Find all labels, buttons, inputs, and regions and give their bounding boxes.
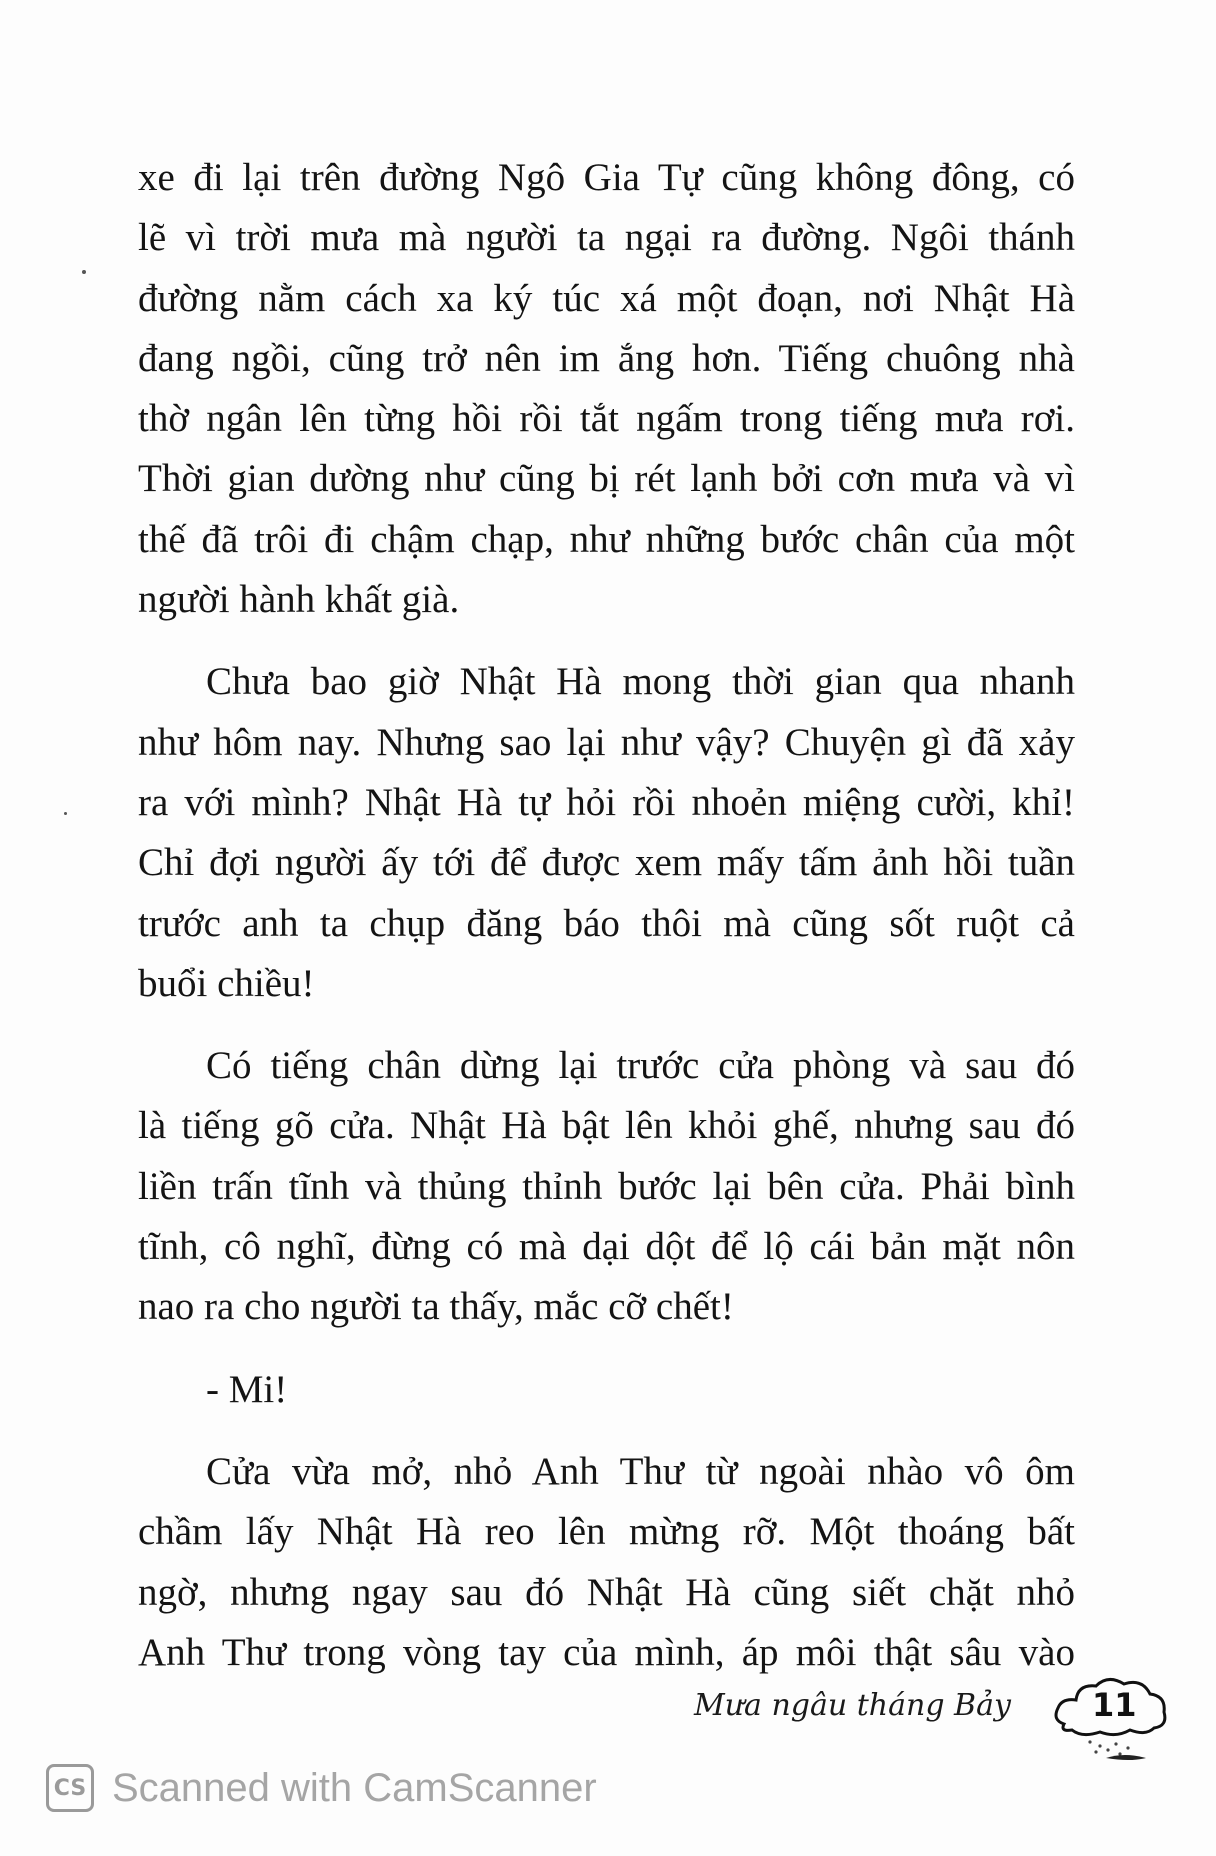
watermark-text: Scanned with CamScanner (112, 1765, 597, 1810)
paragraph-gap (138, 1420, 1075, 1442)
paragraph (138, 1442, 1075, 1683)
text-line: Chưa bao giờ Nhật Hà mong thời gian qua nhanh (206, 660, 1075, 704)
text-line: nao ra cho người ta thấy, mắc cỡ chết! (138, 1285, 734, 1329)
paragraph (138, 148, 1075, 630)
paragraph-gap (138, 1014, 1075, 1036)
text-line: đang ngồi, cũng trở nên im ắng hơn. Tiếng chuông nhà (138, 336, 1075, 380)
text-line: tĩnh, cô nghĩ, đừng có mà dại dột để lộ cái bản mặt nôn (138, 1225, 1075, 1269)
text-line: lẽ vì trời mưa mà người ta ngại ra đường. Ngôi thánh (138, 216, 1075, 260)
text-line: Anh Thư trong vòng tay của mình, áp môi thật sâu vào (138, 1630, 1075, 1674)
scan-speck (82, 270, 86, 274)
book-title: Mưa ngâu tháng Bảy (694, 1688, 1011, 1723)
text-line: chầm lấy Nhật Hà reo lên mừng rỡ. Một thoáng bất (138, 1510, 1075, 1554)
text-line: trước anh ta chụp đăng báo thôi mà cũng sốt ruột cả (138, 901, 1075, 945)
paragraph-gap (138, 1338, 1075, 1360)
page-number: 11 (1092, 1686, 1137, 1724)
text-line: thờ ngân lên từng hồi rồi tắt ngấm trong tiếng mưa rơi. (138, 397, 1075, 441)
text-line: liền trấn tĩnh và thủng thỉnh bước lại bên cửa. Phải bình (138, 1164, 1075, 1208)
scan-speck (64, 812, 67, 815)
body-text (138, 148, 1075, 1683)
camscanner-logo: CS (46, 1764, 94, 1812)
text-line: Thời gian dường như cũng bị rét lạnh bởi cơn mưa và vì (138, 457, 1075, 501)
paragraph (138, 1036, 1075, 1337)
text-line: ra với mình? Nhật Hà tự hỏi rồi nhoẻn miệng cười, khỉ! (138, 780, 1075, 824)
text-line: buổi chiều! (138, 961, 315, 1005)
text-line: đường nằm cách xa ký túc xá một đoạn, nơi Nhật Hà (138, 276, 1075, 320)
text-line: Chỉ đợi người ấy tới để được xem mấy tấm ảnh hồi tuần (138, 841, 1075, 885)
camscanner-watermark (46, 1764, 597, 1812)
text-line: thế đã trôi đi chậm chạp, như những bước chân của một (138, 517, 1075, 561)
text-line: ngờ, nhưng ngay sau đó Nhật Hà cũng siết chặt nhỏ (138, 1570, 1075, 1614)
text-line: như hôm nay. Nhưng sao lại như vậy? Chuyện gì đã xảy (138, 720, 1075, 764)
text-line: là tiếng gõ cửa. Nhật Hà bật lên khỏi ghế, nhưng sau đó (138, 1104, 1075, 1148)
text-line: Có tiếng chân dừng lại trước cửa phòng và sau đó (206, 1044, 1075, 1088)
paragraph (138, 1360, 1075, 1420)
text-line: - Mi! (206, 1367, 288, 1411)
text-line: người hành khất già. (138, 578, 460, 622)
paragraph (138, 652, 1075, 1014)
paragraph-gap (138, 630, 1075, 652)
text-line: xe đi lại trên đường Ngô Gia Tự cũng không đông, có (138, 156, 1075, 199)
text-line: Cửa vừa mở, nhỏ Anh Thư từ ngoài nhào vô ôm (206, 1449, 1075, 1493)
